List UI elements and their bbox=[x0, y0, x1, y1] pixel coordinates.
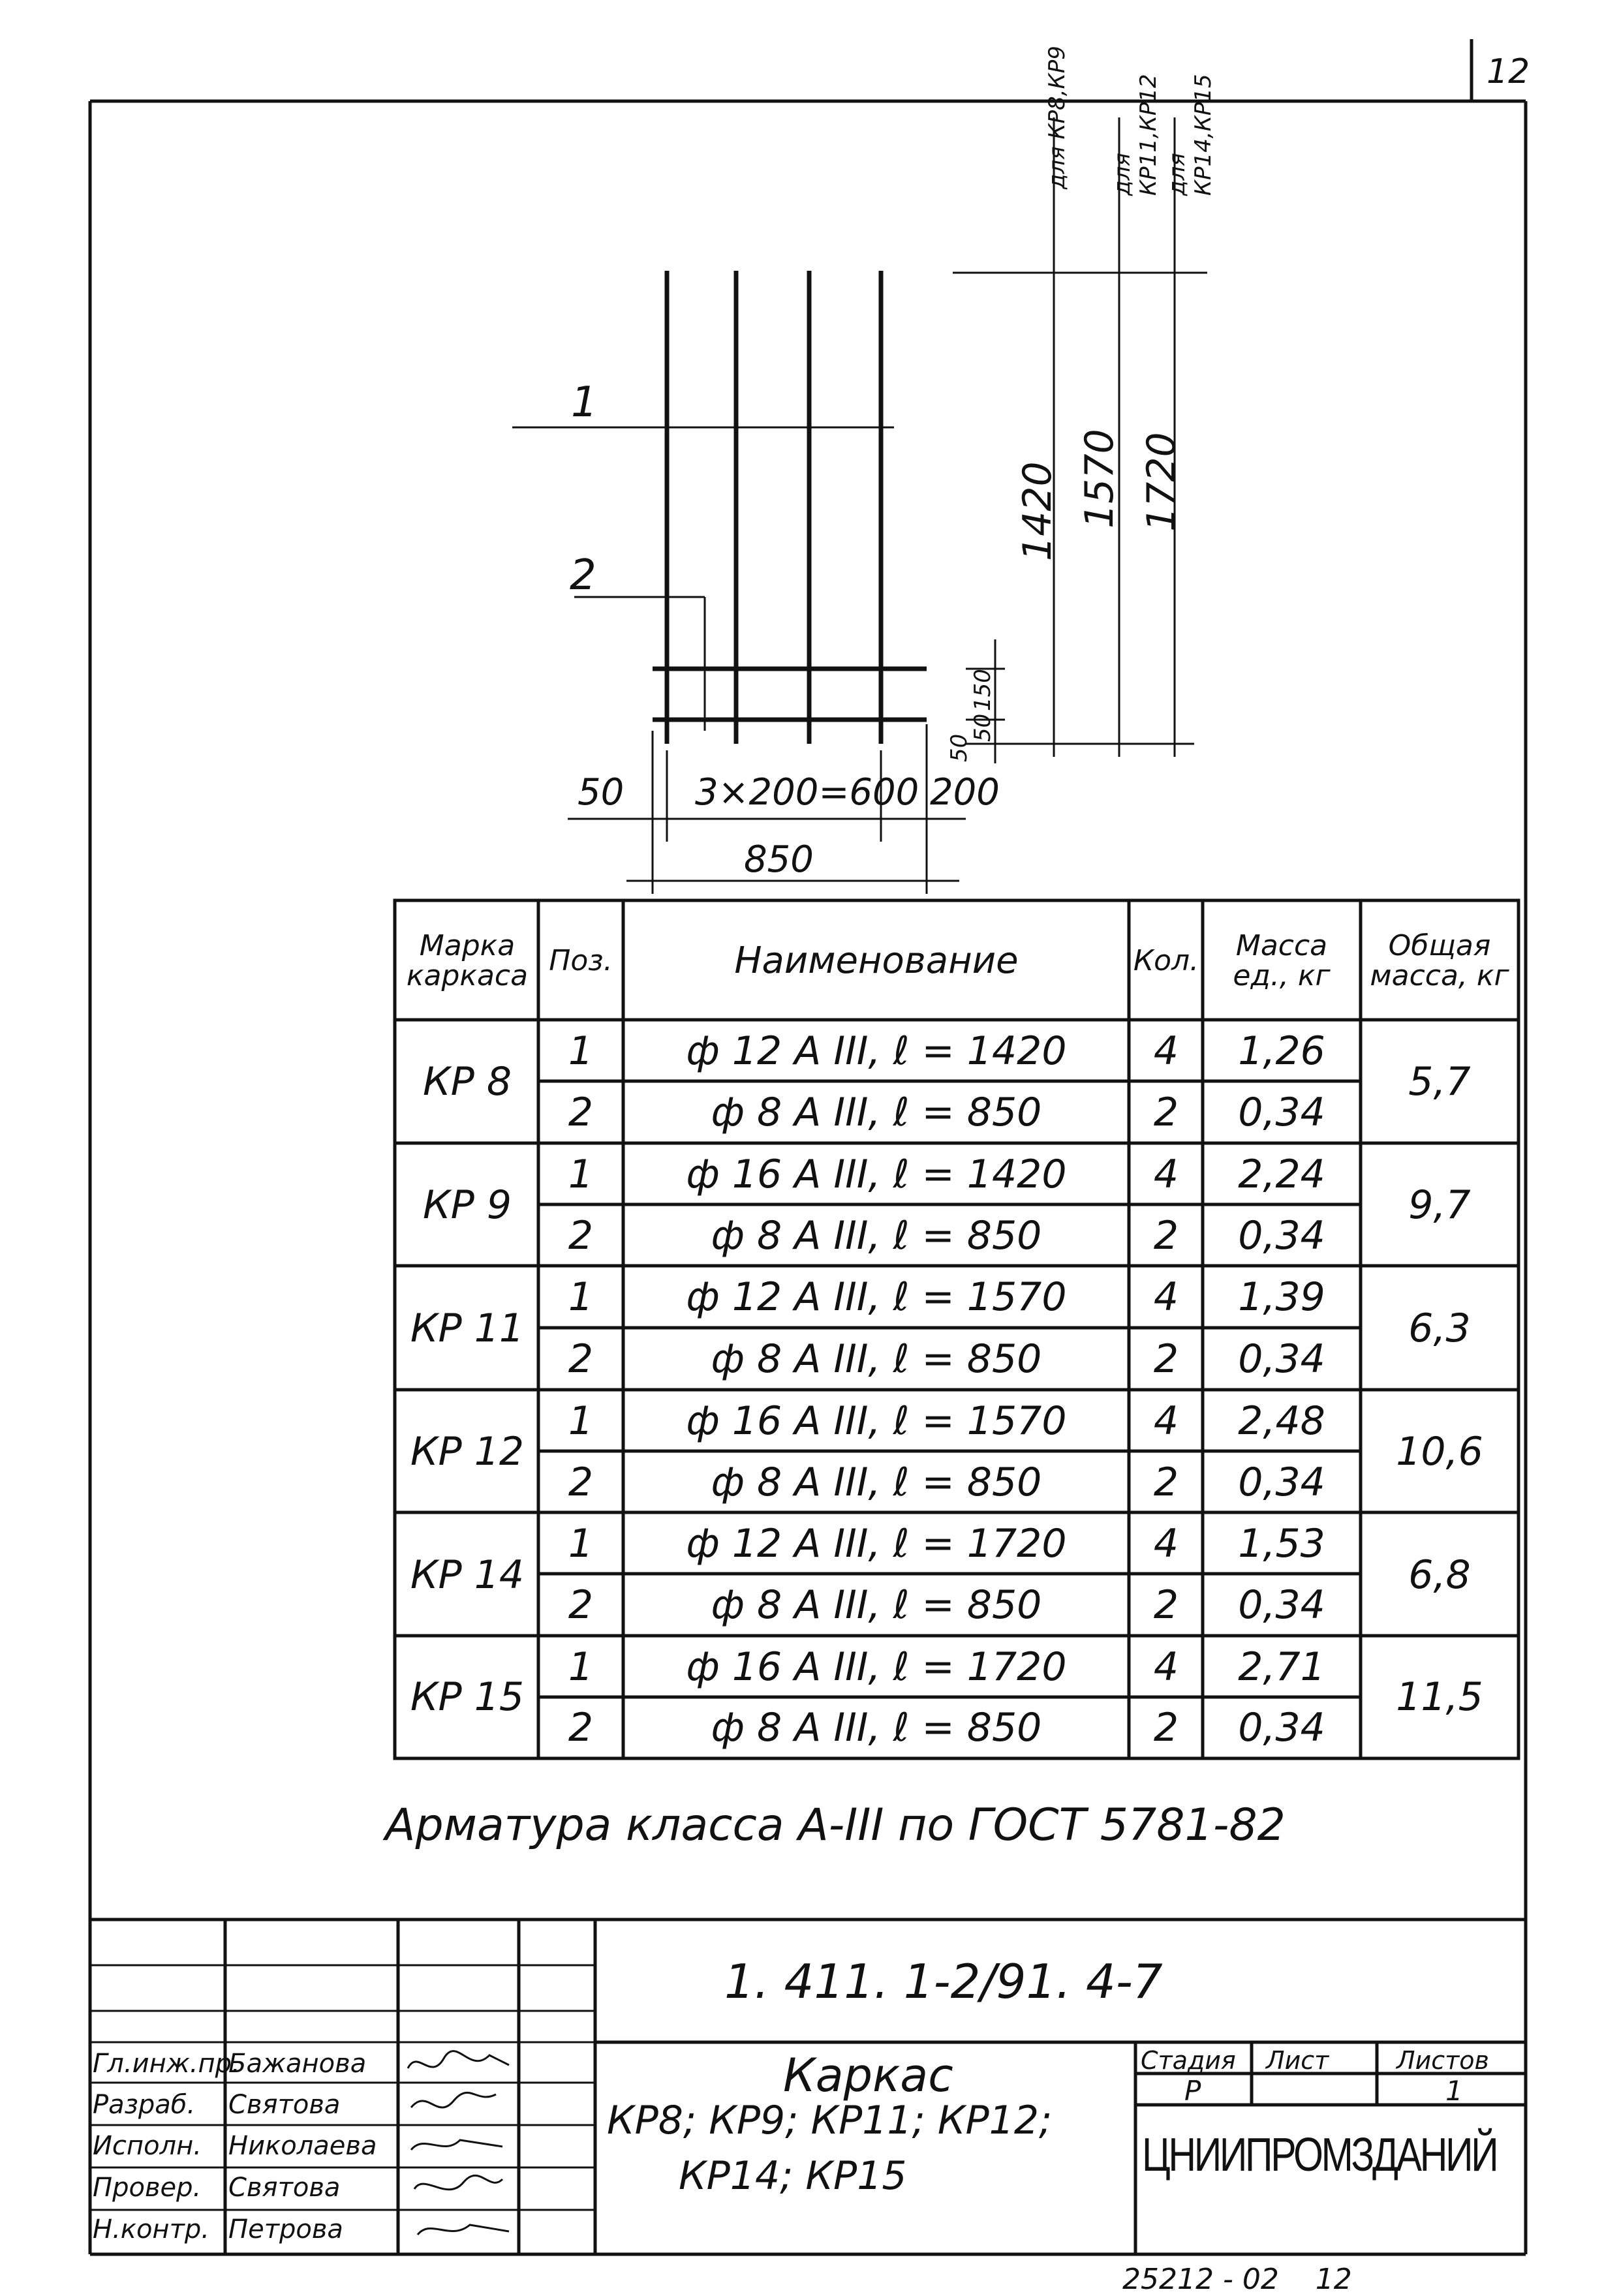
document-code: 1. 411. 1-2/91. 4-7 bbox=[724, 1954, 1163, 2009]
sheets-label: Листов bbox=[1396, 2046, 1489, 2075]
signatures bbox=[398, 2042, 519, 2254]
qty-cell: 4 bbox=[1153, 1521, 1179, 1567]
pos-cell: 2 bbox=[568, 1582, 594, 1628]
qty-cell: 4 bbox=[1153, 1028, 1179, 1074]
pos-cell: 2 bbox=[568, 1090, 594, 1135]
total-mass-cell: 9,7 bbox=[1408, 1182, 1471, 1228]
bar-label-1: 1 bbox=[571, 378, 598, 427]
total-mass-cell: 11,5 bbox=[1396, 1674, 1483, 1720]
name-cell: Николаева bbox=[228, 2131, 377, 2161]
sheet-label: Лист bbox=[1266, 2046, 1329, 2075]
name-cell: ф 8 А III, ℓ = 850 bbox=[711, 1582, 1042, 1628]
dim-50-a: 50 bbox=[970, 713, 996, 742]
unit-mass-cell: 0,34 bbox=[1238, 1213, 1325, 1259]
qty-cell: 2 bbox=[1153, 1213, 1179, 1259]
name-cell: ф 8 А III, ℓ = 850 bbox=[711, 1460, 1042, 1505]
role-cell: Н.контр. bbox=[93, 2214, 209, 2244]
qty-cell: 2 bbox=[1153, 1336, 1179, 1382]
label-kr11-kr12: для КР11,КР12 bbox=[1109, 74, 1162, 196]
unit-mass-cell: 2,24 bbox=[1238, 1152, 1325, 1197]
pos-cell: 2 bbox=[568, 1336, 594, 1382]
unit-mass-cell: 0,34 bbox=[1238, 1705, 1325, 1751]
dim-50-b: 50 bbox=[946, 733, 972, 762]
name-cell: ф 16 А III, ℓ = 1420 bbox=[686, 1152, 1067, 1197]
role-cell: Разраб. bbox=[93, 2090, 196, 2120]
stage-value: Р bbox=[1184, 2075, 1201, 2107]
role-cell: Провер. bbox=[93, 2173, 202, 2203]
name-cell: Святова bbox=[228, 2090, 341, 2120]
qty-cell: 2 bbox=[1153, 1090, 1179, 1135]
name-cell: ф 8 А III, ℓ = 850 bbox=[711, 1090, 1042, 1135]
bar-label-2: 2 bbox=[570, 551, 596, 600]
name-cell: ф 12 А III, ℓ = 1720 bbox=[686, 1521, 1067, 1567]
header-total-mass: Общая масса, кг bbox=[1370, 928, 1509, 992]
qty-cell: 4 bbox=[1153, 1274, 1179, 1320]
header-qty: Кол. bbox=[1133, 943, 1199, 977]
unit-mass-cell: 0,34 bbox=[1238, 1460, 1325, 1505]
role-cell: Исполн. bbox=[93, 2131, 202, 2161]
dim-right-200: 200 bbox=[930, 771, 1000, 814]
reinforcement-note: Арматура класса А-III по ГОСТ 5781-82 bbox=[385, 1799, 1286, 1851]
name-cell: Петрова bbox=[228, 2214, 343, 2244]
unit-mass-cell: 0,34 bbox=[1238, 1336, 1325, 1382]
total-mass-cell: 6,8 bbox=[1408, 1552, 1471, 1598]
name-cell: ф 12 А III, ℓ = 1570 bbox=[686, 1274, 1067, 1320]
name-cell: ф 8 А III, ℓ = 850 bbox=[711, 1213, 1042, 1259]
footer-code: 25212 - 02 12 bbox=[1122, 2263, 1352, 2296]
total-mass-cell: 10,6 bbox=[1396, 1429, 1483, 1475]
header-unit-mass: Масса ед., кг bbox=[1233, 928, 1331, 992]
stage-label: Стадия bbox=[1141, 2046, 1236, 2075]
name-cell: ф 16 А III, ℓ = 1720 bbox=[686, 1644, 1067, 1690]
total-mass-cell: 5,7 bbox=[1408, 1059, 1471, 1105]
unit-mass-cell: 1,53 bbox=[1238, 1521, 1325, 1567]
unit-mass-cell: 1,39 bbox=[1238, 1274, 1325, 1320]
total-mass-cell: 6,3 bbox=[1408, 1306, 1471, 1351]
organization-name: ЦНИИПРОМЗДАНИЙ bbox=[1142, 2129, 1497, 2181]
qty-cell: 2 bbox=[1153, 1705, 1179, 1751]
role-cell: Гл.инж.пр. bbox=[93, 2049, 240, 2079]
length-1570: 1570 bbox=[1077, 429, 1122, 528]
title-sub-1: КР8; КР9; КР11; КР12; bbox=[607, 2098, 1053, 2143]
header-pos: Поз. bbox=[549, 943, 613, 977]
name-cell: Бажанова bbox=[228, 2049, 367, 2079]
length-1420: 1420 bbox=[1015, 461, 1060, 561]
header-mark: Марка каркаса bbox=[406, 928, 529, 992]
length-1720: 1720 bbox=[1139, 432, 1184, 532]
title-main: Каркас bbox=[783, 2049, 953, 2102]
mark-cell: КР 12 bbox=[410, 1429, 525, 1475]
mark-cell: КР 8 bbox=[422, 1059, 512, 1105]
dim-total-850: 850 bbox=[744, 838, 814, 881]
page-number: 12 bbox=[1487, 52, 1530, 91]
mark-cell: КР 15 bbox=[410, 1674, 525, 1720]
name-cell: ф 8 А III, ℓ = 850 bbox=[711, 1705, 1042, 1751]
qty-cell: 4 bbox=[1153, 1644, 1179, 1690]
pos-cell: 2 bbox=[568, 1213, 594, 1259]
pos-cell: 1 bbox=[568, 1644, 594, 1690]
mark-cell: КР 11 bbox=[410, 1306, 525, 1351]
mark-cell: КР 14 bbox=[410, 1552, 525, 1598]
name-cell: ф 12 А III, ℓ = 1420 bbox=[686, 1028, 1067, 1074]
pos-cell: 1 bbox=[568, 1274, 594, 1320]
unit-mass-cell: 0,34 bbox=[1238, 1090, 1325, 1135]
dim-150: 150 bbox=[970, 669, 996, 711]
pos-cell: 1 bbox=[568, 1152, 594, 1197]
unit-mass-cell: 2,48 bbox=[1238, 1398, 1325, 1444]
dim-left-50: 50 bbox=[578, 771, 624, 814]
header-name: Наименование bbox=[734, 940, 1019, 982]
pos-cell: 2 bbox=[568, 1705, 594, 1751]
label-kr14-kr15: для КР14,КР15 bbox=[1164, 74, 1216, 196]
qty-cell: 2 bbox=[1153, 1582, 1179, 1628]
pos-cell: 1 bbox=[568, 1521, 594, 1567]
pos-cell: 2 bbox=[568, 1460, 594, 1505]
pos-cell: 1 bbox=[568, 1028, 594, 1074]
name-cell: Святова bbox=[228, 2173, 341, 2203]
sheets-value: 1 bbox=[1445, 2075, 1463, 2107]
label-kr8-kr9: для КР8,КР9 bbox=[1044, 46, 1070, 189]
name-cell: ф 16 А III, ℓ = 1570 bbox=[686, 1398, 1067, 1444]
title-sub-2: КР14; КР15 bbox=[679, 2153, 907, 2199]
pos-cell: 1 bbox=[568, 1398, 594, 1444]
name-cell: ф 8 А III, ℓ = 850 bbox=[711, 1336, 1042, 1382]
unit-mass-cell: 0,34 bbox=[1238, 1582, 1325, 1628]
unit-mass-cell: 1,26 bbox=[1238, 1028, 1325, 1074]
qty-cell: 4 bbox=[1153, 1152, 1179, 1197]
unit-mass-cell: 2,71 bbox=[1238, 1644, 1325, 1690]
qty-cell: 2 bbox=[1153, 1460, 1179, 1505]
qty-cell: 4 bbox=[1153, 1398, 1179, 1444]
mark-cell: КР 9 bbox=[422, 1182, 512, 1228]
dim-3x200: 3×200=600 bbox=[695, 771, 919, 814]
